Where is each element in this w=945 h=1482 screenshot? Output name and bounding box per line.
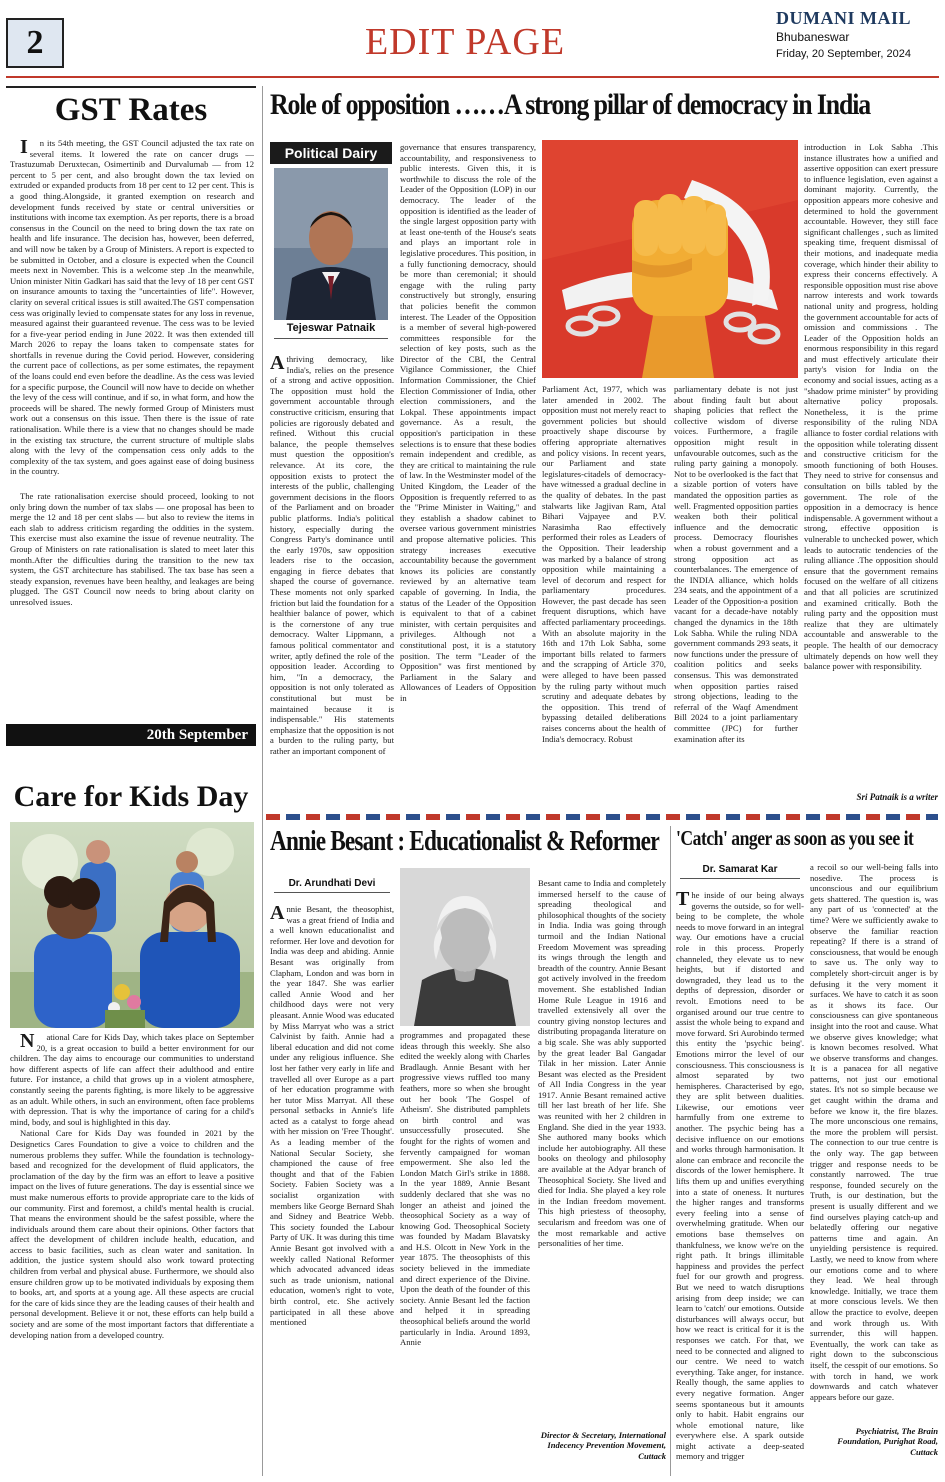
besant-headline: Annie Besant : Educationalist & Reformer <box>270 826 660 857</box>
opposition-column-3: Parliament Act, 1977, which was later amended in 2002. The opposition must not merely react to government policies but should proactively shape discourse by offering appropriate alternatives and policy visions. In recent years, our Parliament and state legislatures-citadels of democracy-have witnessed a gradual decline in the quality of debates. In the past stalwarts like Jagjivan Ram, Atal Bihari Vajpayee and P.V. Narasimha Rao effectively performed their roles as Leaders of the Opposition. Their leadership was marked by a balance of strong opposition while maintaining a level of decorum and respect for parliamentary procedures. However, the past decade has seen frequent disruptions, which have affected parliamentary proceedings. With an absolute majority in the 16th and 17th Lok Sabha, some important bills related to farmers and the scrapping of Article 370, were alleged to have been passed by the ruling party without much scrutiny and adequate debates by the opposition. This trend of bypassing detailed deliberations raises concerns about the health of India's democracy. Robust <box>542 384 666 744</box>
kids-paragraph: National Care for Kids Day, which takes place on September 20, is a great occasion to build a better environment for our children. The day aims to encourage our communities to understand how different aspects of life can affect their adulthood and entire future. For instance, a child that grows up in a violent atmosphere, constantly seeing the parents fighting, is more likely to be aggressive as an adult. While others, in such an environment, often face problems with depression. That is why the importance of caring for a child's mind, body, and soul is highlighted in this day. <box>10 1032 254 1127</box>
kids-paragraph: National Care for Kids Day was founded in 2021 by the Designetics Cares Foundation to give a voice to children and the numerous problems they suffer. While the foundation is technology-based and recognized for the development of fluid applicators, the proclamation of the day by the firm was an effort to leave a positive impact on the lives of future generations. The day is essential since we must make numerous efforts to provide appropriate care to the kids of our community. First and foremost, a child's mental health is crucial. That means the environment should be the safest possible, where the individuals around them care about their opinions. Other factors that affect the development of children include health, education, and access to basic facilities, such as clean water and sanitation. In addition, the justice system should also work toward protecting children from verbal and physical abuse. Furthermore, we should also ensure children grow up to be motivated individuals by exposing them to books, art, and sports at a young age. All these aspects are crucial for the care of kids since they are the leading causes of their health and personal development. Believe it or not, these efforts can help build a society and are some of the most important factors that differentiate a developing nation from a developed country. <box>10 1128 254 1340</box>
besant-portrait <box>400 868 530 1026</box>
city: Bhubaneswar <box>776 30 850 44</box>
author-rule <box>274 338 388 339</box>
kids-headline: Care for Kids Day <box>13 780 249 813</box>
political-dairy-label <box>270 142 392 164</box>
left-box-top <box>6 86 256 88</box>
author-name: Tejeswar Patnaik <box>286 322 376 334</box>
masthead-info <box>776 8 941 60</box>
kids-photo <box>10 822 254 1028</box>
gst-paragraph: The rate rationalisation exercise should proceed, looking to not only bring down the number of tax slabs — one proposal has been to merge the 12 and 18 per cent slabs — but also to review the items in each slab to address criticism regarding the oddities in the system. This exercise must also examine the issue of revenue neutrality. The Group of Ministers on rate rationalisation is slated to meet later this month.After the difficulties during the transition to the new tax system, the GST architecture has stabilised. The tax base has seen a steady expansion, revenues have been healthy, and leakages are being plugged. The GST Council now needs to bring about clarity on unresolved issues. <box>10 491 254 607</box>
political-dairy-text: Political Dairy <box>284 145 378 161</box>
masthead-rule <box>6 76 939 78</box>
opposition-headline: Role of opposition ……A strong pillar of democracy in India <box>270 88 871 121</box>
besant-author-note: Director & Secretary, International Indecency Prevention Movement, Cuttack <box>540 1430 666 1461</box>
date-banner <box>6 724 256 746</box>
anger-author-rule <box>680 878 800 879</box>
date-banner-text: 20th September <box>146 726 248 743</box>
gst-body <box>10 138 254 720</box>
anger-column-2: a recoil so our well-being falls into nosedive. The process is unconscious and our equilibrium gets shattered. The question is, was any part of us 'connected' at the time? Were we sufficiently awake to observe the familiar reaction repeating? If there is a strand of consciousness, that would be enough to save us. The only way to completely short-circuit anger is by defusing it the very moment it surfaces. We have to catch it as soon as it shows its face. Our consciousness can give spontaneous insight into the root and cause. What we observe gives knowledge; what is known becomes resolved. What we observe transforms and changes. It is a panacea for all negative patterns, not just our emotional states. It's not so simple because we get caught within the drama and before we know it, the fire blazes. The more unconscious one remains, the more the problem will persist. The connection to our true centre is the only way. The gap between trigger and response needs to be constantly narrowed. The true response, founded securely on the Truth, is our destination, but the present is usually different and we find ourselves playing catch-up and belatedly offering our negative patterns time and again. An unyielding persistence is required. Lastly, we need to know from where our emotions come and to where they lead. We heal through knowledge. Initially, we trace them at more conscious levels. We then allow the practice to evolve, deepen and work through us. With surrender, this will happen. Eventually, the work can take as right down to the subconscious itself, the cesspit of our emotions. So with torch in hand, we work downwards and catch whatever appears before our gaze. <box>810 862 938 1402</box>
besant-column-2: programmes and propagated these ideas through this weekly. She also edited the weekly along with Charles Bradlaugh. Annie Besant with her progressive views ruffled too many feathers, more so when she brought out her book 'The Gospel of Atheism'. She distributed pamphlets on birth control and was unsuccessfully prosecuted. She fought for the rights of women and fervently campaigned for woman empowerment. She also led the London Match Girl's strike in 1888. In the year 1889, Annie Besant suddenly declared that she was no longer an atheist and joined the theosophical Society as a way of knowing God. Theosophical Society was founded by Madam Blavatsky and H.S. Olcott in New York in the year 1875. The theosophists of this society believed in the immediate and direct experience of the Divine. Upon the death of the founder of this society. Annie Besant led the faction and helped it in spreading theosophical beliefs around the world particularly in India. Around 1893, Annie <box>400 1030 530 1348</box>
anger-author-note: Psychiatrist, The Brain Foundation, Purighat Road, Cuttack <box>837 1426 938 1457</box>
anger-author: Dr. Samarat Kar <box>702 864 778 875</box>
opposition-author-note: Sri Patnaik is a writer <box>856 792 938 802</box>
opposition-column-4: parliamentary debate is not just about finding fault but about shaping policies that reflect the collective wisdom of diverse voices. Furthermore, a fragile opposition might result in unfavourable outcomes, such as the ruling party gaining a monopoly. Not to be overlooked is the fact that a sizable portion of voters have mandated the opposition parties as well. Fragmented opposition parties weaken both their political influence and the democratic process. Democracy flourishes when a robust government and a strong opposition act as counterbalances. The emergence of the INDIA alliance, which holds 234 seats, and the appointment of a Leader of the Opposition-a position vacant for a decade-have notably changed the dynamics in the 18th Lok Sabha. While the ruling NDA government commands 293 seats, it now functions under the pressure of coalition politics and seeks consensus. This was demonstrated when opposition parties raised strong objections, leading to the referral of the Waqf Amendment Bill 2024 to a joint parliamentary committee (JPC) for further examination after its <box>674 384 798 744</box>
author-photo <box>274 168 388 320</box>
besant-author-rule <box>274 892 390 893</box>
kids-body <box>10 1032 254 1474</box>
issue-date: Friday, 20 September, 2024 <box>776 48 911 60</box>
section-title: EDIT PAGE <box>364 21 566 63</box>
opposition-column-5: introduction in Lok Sabha .This instance illustrates how a unified and assertive opposition can exert pressure to influence legislation, even against a dominant majority. Currently, the opposition appears more cohesive and determined to hold the government accountable. However, they still face significant challenges , such as limited speaking time, frequent dismissal of their motions, and inadequate media coverage, which hinder their ability to express their concerns effectively. A responsible opposition must rise above narrow interests and work towards national unity and progress, holding the government accountable for acts of omission and commissions . The Leader of the Opposition holds an enormous responsibility in this regard and must effectively articulate their party's vision for India on the economy and social issues, acting as a "shadow prime minister" by providing alternative policy proposals. Nonetheless, it is the prime responsibility of the ruling NDA alliance to foster cordial relations with the opposition while tolerating dissent and constructive criticism for the smooth functioning of both Houses. They need to strive for consensus and consultation on bills tabled by the government. The role of the opposition in a democracy is hence indispensable. A government without a strong, effective opposition is vulnerable to unchecked power, which leads to autocratic tendencies of the ruling alliance .The opposition should ensure that the government remains focused on the welfare of all citizens and that all policies are scrutinized and examined critically. Both the ruling party and the opposition must realize that they are ultimately accountable and answerable to the people. The health of our democracy ultimately depends on how well they balance power with responsibility. <box>804 142 938 672</box>
anger-headline: 'Catch' anger as soon as you see it <box>676 826 914 850</box>
fist-illustration <box>542 140 798 378</box>
besant-column-1: Annie Besant, the theosophist, was a great friend of India and a well known educationalist and reformer. Her love and devotion for India was deep and abiding. Annie Besant was originally from Clapham, London and was born in the year 1847. She was earlier called Annie Wood and her childhood days were not very pleasant. Annie Wood was educated by Miss Marryat who was a strict Calvinist by faith. Annie had a liberal education and did not come under any religious influence. She lost her father very early in life and travelled all over Europe as a part of her education programme with her tutor Miss Marryat. All these personal setbacks in Annie's life acted as a catalyst to forge ahead with her mission on 'Free Thought'. As a leading member of the National Secular Society, she championed the cause of free thought and that of the Fabien Society. Fabien Society was a socialist organization with members like George Bernard Shah and Sidney and Beatrice Webb. This society founded the Labour Party of UK. It was during this time Annie Besant got involved with a weekly called National Reformer which advocated advanced ideas such as trade unionism, national education, women's right to vote, birth control, etc. She actively participated in all these above mentioned <box>270 904 394 1328</box>
column-separator <box>262 86 263 1476</box>
opposition-column-1: Athriving democracy, like India's, relies on the presence of a strong and active opposition. The opposition must hold the government accountable through constructive criticism, ensuring that policies are rigorously debated and refined. Without this crucial balance, the people themselves must question the opposition's relevance. At its core, the opposition exists to protect the interests of the public, challenging government decisions in the floors of the Parliament and on broader public platforms. India's political history, especially during the Congress Party's dominance until the early 1970s, saw opposition leaders rise to the occasion, engaging in fierce debates that shaped the course of governance. These moments not only sparked friction but laid the foundation for a healthier balance of power, which is the cornerstone of any true democracy. Walter Lippmann, a famous political commentator and writer, aptly defined the role of the opposition leader. According to him, "In a democracy, the opposition is not only tolerated as constitutional but must be maintained because it is indispensable." His statements emphasize that the opposition is not a burden to the ruling party, but rather an important component of <box>270 354 394 756</box>
gst-headline: GST Rates <box>54 92 208 128</box>
besant-author: Dr. Arundhati Devi <box>288 878 376 889</box>
airmail-divider <box>266 814 938 820</box>
page-number: 2 <box>26 24 44 61</box>
paper-name: DUMANI MAIL <box>776 8 911 28</box>
besant-column-3: Besant came to India and completely immersed herself to the cause of spreading theological and philosophical thoughts of the society in India. India was going through turmoil and the Indian National Freedom Movement was spreading its wings through the length and breadth of the country. Annie Besant got actively involved in the freedom movement. She established Indian Home Rule League in 1916 and travelled extensively all over the country giving nonstop lectures and distributing propaganda literature on a big scale. She was ably supported by the great leader Bal Gangadar Tilak in her mission. Later Annie Besant was elected as the President of All India Congress in the year 1917. Annie Besant remained active till her last breath of her life. She was reunited with her 2 children in England. She died in the year 1933. She authored many books which include her autobiography. All these books on theology and philosophy are available at the Adyar branch of Theosophical Society. She lived and died for India. She played a key role in the Indian freedom movement. This high priestess of theosophy, secularism and freedom was one of the most remarkable and active personalities of her time. <box>538 878 666 1249</box>
gst-paragraph: In its 54th meeting, the GST Council adjusted the tax rate on several items. It lowered the rate on cancer drugs — Trastuzumab Deruxtecan, Osimertinib and Durvalumab — from 12 percent to 5 per cent, and also brought down the tax levied on extruded or expanded products from 18 per cent to 12 per cent. This is a good thing.Alongside, it granted exemption on research and development funds received by state or central universities or institutions with income tax exemption. As per reports, there is a broad consensus in the Council on the need to bring down the tax rate on health and life insurance. The decision has, however, been deferred, and will now be taken by a Group of Ministers. A report is expected to be submitted in October, and a closure is expected when the Council meets next in November. This is a welcome step .In the meanwhile, Union minister Nitin Gadkari has said that the levy of 18 per cent GST on insurance amounts to taxing the "uncertainties of life". However, clarity on several critical issues is still awaited.The GST compensation cess was originally levied to compensate states for any loss in revenue, measured against their guaranteed revenue. The cess was to be levied for a five-year period ending in June 2022. It was then extended till March 2026 to repay the loans taken to compensate states for shortfalls in revenue during the Covid period. However, considering the current pace of collections, as per some estimates, the repayment of the loans could end even before the deadline. As the cess was levied for a specific purpose, the Council will now have to decide on whether the levy of the cess will continue, and if so, in what form, and how the proceeds will be shared. The newly formed Group of Ministers must work out a consensus on this issue. Then there is the issue of rate rationalisation. While there is a view that no changes should be made in the existing tax structure, the current structure of multiple slabs along with the levy of the compensation cess only adds to the complexity of the tax system, and goes against ease of doing business in the country. <box>10 138 254 477</box>
page-number-box <box>6 18 64 68</box>
anger-column-1: The inside of our being always governs the outside, so for well-being to be complete, the whole needs to move forward in an integral way. Our emotions have a crucial role in this process. Properly channeled, they elevate us to new heights, but if distorted and downgraded, they lead us to the depths of depression, disorder or revolt. Emotions need to be organised around our true centre to assist the whole being to expand and move forward. Sri Aurobindo termed this entity the 'psychic being'. Emotions mirror the level of our consciousness. This consciousness is almost separated by two hemispheres. Characterised by ego, they are split between dualities. Likewise, our emotions veer harmfully from one extreme to another. The psychic being has a decisive influence on our emotions and works through harmonisation. It alone can embrace and reconcile the discords of the lower hemisphere. It lifts them up and unifies everything into a state of oneness. It nurtures the higher ranges and transforms every feeling into a sense of overwhelming gratitude. When our emotions base themselves on thankfulness, we know we're on the right path. It brings illimitable happiness and provides the perfect fuel for our growth and progress. But we need to watch disruptions arising from deep inside; we can learn to 'catch' our emotions. Outside disturbances will always occur, but how we react is critical for it is the responses we catch. For that, we need to be connected and aligned to our centre. We need to watch everything. Take anger, for instance. Really though, the same applies to every negative formation. Anger seems spontaneous but it amounts only to habit. Habit engrains our whole emotional nature, like everywhere else. A spark outside might activate a deep-seated memory and trigger <box>676 890 804 1462</box>
besant-anger-separator <box>670 826 671 1476</box>
opposition-column-2: governance that ensures transparency, accountability, and responsiveness to public interests. Given this, it is worthwhile to discuss the role of the Leader of the Opposition (LOP) in our democracy. The leader of the opposition is identified as the leader of the single largest opposition party with at least one-tenth of the House's seats and plays an important role in legislative procedures. This position, in a fully functioning democracy, should be more than ceremonial; it should engage with the ruling party constructively but strongly, ensuring that policies benefit the common interest. The Leader of the Opposition is a member of several high-powered committees responsible for the selection of key posts, such as the Director of the CBI, the Central Vigilance Commissioner, the Chief Information Commissioner, the Chief Election Commissioner of India, other election commissioners, and the Lokpal. These appointments impact governance. As a result, the opposition's participation in these selections is to ensure that these bodies remain independent and credible, as they are critical to maintaining the rule of law. In the Westminster model of the United Kingdom, the Leader of the Opposition is frequently referred to as the "Prime Minister in Waiting," and they establish a shadow cabinet to oversee various government ministries and propose alternative policies. This strategy increases executive accountability because the government knows its policies are constantly reviewed by an alternative team capable of governing. In India, the status of the Leader of the Opposition is equivalent to that of a cabinet minister, with certain perquisites and privileges. Although not a constitutional post, it is a statutory position. The term "Leader of the Opposition" was first mentioned by Parliament in the Salary and Allowances of Leaders of Opposition in <box>400 142 536 703</box>
